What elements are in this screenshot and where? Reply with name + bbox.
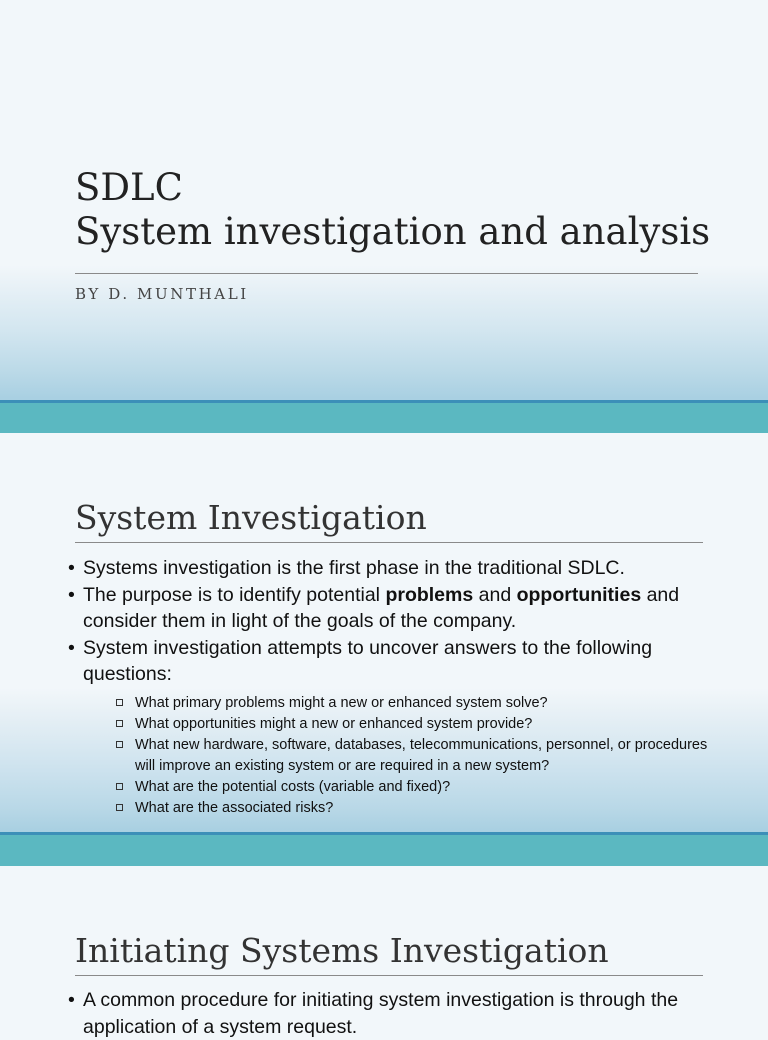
- bullet-dot-icon: •: [68, 989, 75, 1011]
- slide-1-title-line2: System investigation and analysis: [75, 210, 711, 253]
- slide-1-divider: [75, 273, 698, 274]
- square-bullet-icon: [116, 720, 123, 727]
- slide-3[interactable]: [0, 866, 768, 1038]
- slide-3-title: Initiating Systems Investigation: [75, 931, 609, 970]
- bullet-item: [68, 555, 708, 582]
- bullet-item: [68, 582, 708, 635]
- bullet-text: System investigation attempts to uncover answers to the following questions:: [83, 636, 653, 685]
- bullet-text: A common procedure for initiating system investigation is through the application of a system request.: [83, 989, 679, 1038]
- bullet-dot-icon: •: [68, 557, 75, 579]
- bullet-text: [83, 584, 679, 633]
- bullet-dot-icon: •: [68, 636, 75, 659]
- square-bullet-icon: [116, 699, 123, 706]
- bullet-text-part: and consider them in light of the goals of the company.: [83, 583, 680, 632]
- slide-1[interactable]: [0, 0, 768, 400]
- sub-bullet-item: [83, 735, 708, 777]
- slide-2-bullet-list: [68, 555, 708, 819]
- sub-bullet-item: [83, 693, 708, 714]
- sub-bullet-text: What are the potential costs (variable and fixed)?: [135, 778, 451, 795]
- square-bullet-icon: [116, 741, 123, 748]
- bullet-text-part: and: [473, 583, 517, 606]
- slide-3-bullet-list: [68, 987, 708, 1040]
- sub-bullet-text: What are the associated risks?: [135, 799, 334, 816]
- sub-bullet-text: What primary problems might a new or enhanced system solve?: [135, 694, 548, 711]
- slide-1-title-line1: SDLC: [75, 166, 183, 209]
- bullet-dot-icon: •: [68, 583, 75, 606]
- square-bullet-icon: [116, 804, 123, 811]
- slide-separator-2: [0, 835, 768, 866]
- sub-bullet-text: What new hardware, software, databases, telecommunications, personnel, or procedures will improve an existing system or are required in a new system?: [135, 736, 708, 774]
- sub-bullet-item: [83, 798, 708, 819]
- sub-bullet-text: What opportunities might a new or enhanced system provide?: [135, 715, 533, 732]
- bullet-item: [68, 987, 708, 1040]
- bullet-item: [68, 635, 708, 819]
- square-bullet-icon: [116, 783, 123, 790]
- bullet-text-part: The purpose is to identify potential: [83, 583, 386, 606]
- slide-1-subtitle: BY D. MUNTHALI: [75, 285, 249, 303]
- sub-bullet-list: [83, 693, 708, 819]
- bullet-text: Systems investigation is the first phase in the traditional SDLC.: [83, 557, 625, 579]
- sub-bullet-item: [83, 714, 708, 735]
- slide-2[interactable]: [0, 433, 768, 832]
- bullet-bold-problems: problems: [385, 583, 474, 606]
- slide-2-title: System Investigation: [75, 498, 427, 537]
- sub-bullet-item: [83, 777, 708, 798]
- slide-1-title: [75, 166, 710, 254]
- slide-separator-1: [0, 403, 768, 433]
- slide-3-divider: [75, 975, 703, 976]
- slide-2-divider: [75, 542, 703, 543]
- bullet-bold-opportunities: opportunities: [516, 583, 642, 606]
